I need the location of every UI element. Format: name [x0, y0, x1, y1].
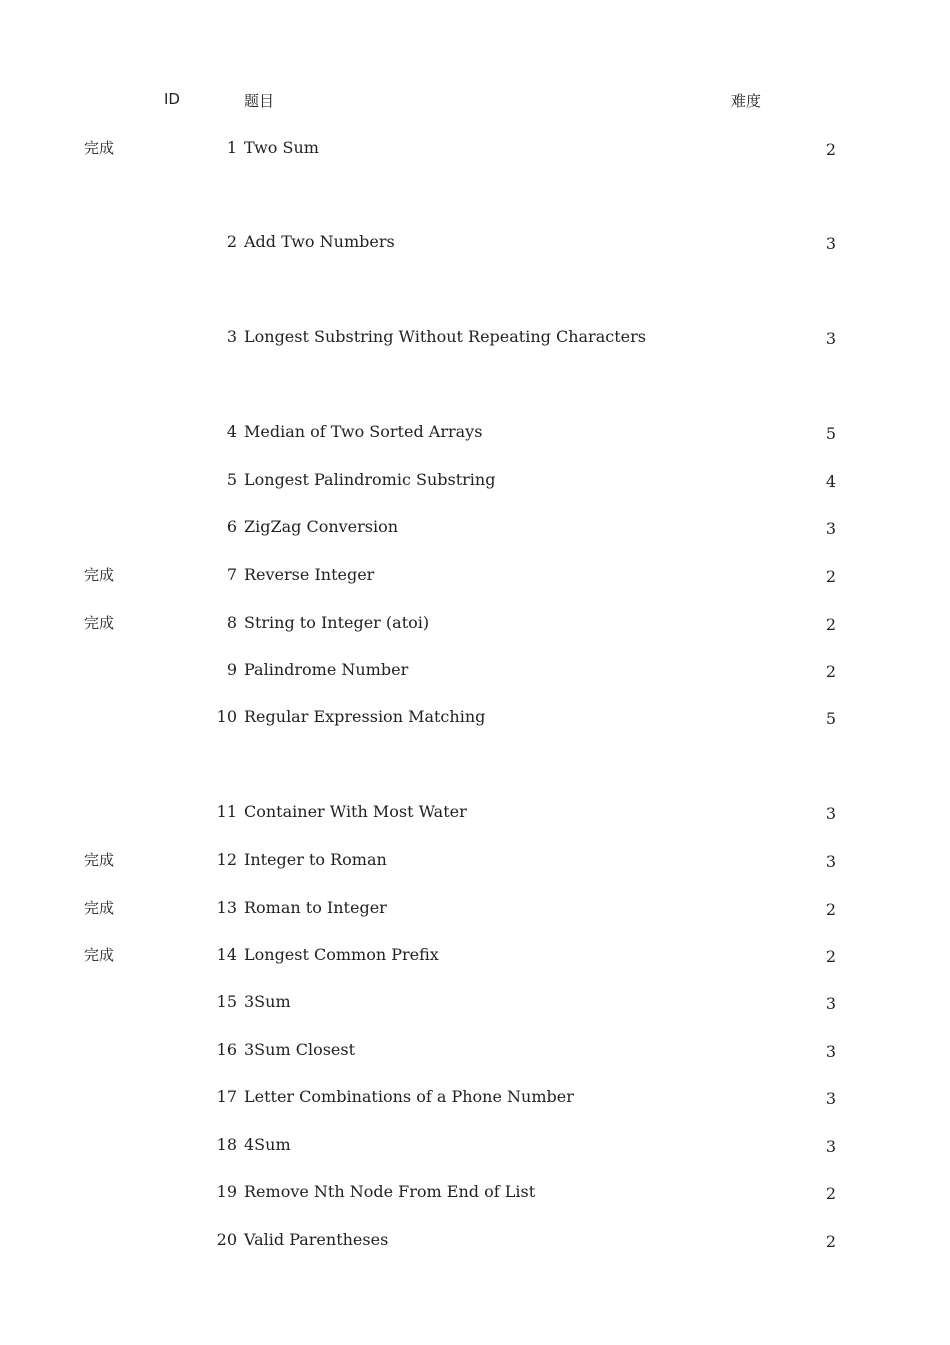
status-cell: 完成	[84, 139, 115, 157]
table-row	[0, 1227, 950, 1251]
status-cell: 完成	[84, 614, 115, 632]
difficulty-cell: 3	[825, 994, 836, 1013]
problem-title-cell: Longest Common Prefix	[244, 945, 439, 964]
table-row	[0, 799, 950, 823]
problem-title-cell: Longest Substring Without Repeating Characters	[244, 327, 646, 346]
problem-id-cell: 6	[226, 517, 237, 536]
problem-title-cell: Reverse Integer	[244, 565, 375, 584]
difficulty-cell: 2	[825, 567, 836, 586]
table-row	[0, 895, 950, 919]
problem-id-cell: 5	[226, 470, 237, 489]
table-row	[0, 847, 950, 871]
difficulty-cell: 2	[825, 140, 836, 159]
difficulty-cell: 2	[825, 662, 836, 681]
difficulty-cell: 2	[825, 1232, 836, 1251]
problem-id-cell: 4	[226, 422, 237, 441]
difficulty-cell: 2	[825, 615, 836, 634]
problem-id-cell: 8	[226, 613, 237, 632]
problem-title-cell: ZigZag Conversion	[244, 517, 399, 536]
problem-id-cell: 20	[216, 1230, 237, 1249]
difficulty-cell: 3	[825, 1089, 836, 1108]
problem-title-cell: 3Sum	[244, 992, 291, 1011]
problem-title-cell: Two Sum	[244, 138, 319, 157]
problem-title-cell: Valid Parentheses	[244, 1230, 389, 1249]
table-row	[0, 1132, 950, 1156]
problem-id-cell: 11	[216, 802, 237, 821]
problem-title-cell: Palindrome Number	[244, 660, 409, 679]
table-row	[0, 514, 950, 538]
table-row	[0, 324, 950, 348]
problem-id-cell: 19	[216, 1182, 237, 1201]
status-cell: 完成	[84, 899, 115, 917]
difficulty-cell: 2	[825, 947, 836, 966]
problem-title-cell: Median of Two Sorted Arrays	[244, 422, 483, 441]
table-row	[0, 562, 950, 586]
problem-id-cell: 2	[226, 232, 237, 251]
problem-title-cell: Letter Combinations of a Phone Number	[244, 1087, 574, 1106]
status-cell: 完成	[84, 566, 115, 584]
problem-id-cell: 14	[216, 945, 237, 964]
table-row	[0, 1084, 950, 1108]
problem-title-cell: Roman to Integer	[244, 898, 387, 917]
column-header-id: ID	[164, 90, 180, 108]
table-row	[0, 610, 950, 634]
difficulty-cell: 3	[825, 852, 836, 871]
problem-id-cell: 3	[226, 327, 237, 346]
problem-title-cell: 4Sum	[244, 1135, 291, 1154]
column-header-title: 题目	[244, 92, 275, 110]
table-row	[0, 229, 950, 253]
problem-id-cell: 10	[216, 707, 237, 726]
status-cell: 完成	[84, 946, 115, 964]
difficulty-cell: 5	[825, 709, 836, 728]
problem-title-cell: Add Two Numbers	[244, 232, 395, 251]
problem-id-cell: 13	[216, 898, 237, 917]
problem-id-cell: 15	[216, 992, 237, 1011]
problem-title-cell: Integer to Roman	[244, 850, 387, 869]
table-row	[0, 467, 950, 491]
table-row	[0, 1037, 950, 1061]
problem-id-cell: 7	[226, 565, 237, 584]
problem-title-cell: 3Sum Closest	[244, 1040, 356, 1059]
status-cell: 完成	[84, 851, 115, 869]
table-row	[0, 942, 950, 966]
problem-title-cell: Remove Nth Node From End of List	[244, 1182, 536, 1201]
problem-id-cell: 18	[216, 1135, 237, 1154]
difficulty-cell: 3	[825, 804, 836, 823]
problem-id-cell: 9	[226, 660, 237, 679]
difficulty-cell: 3	[825, 234, 836, 253]
difficulty-cell: 3	[825, 329, 836, 348]
difficulty-cell: 2	[825, 900, 836, 919]
difficulty-cell: 5	[825, 424, 836, 443]
problem-title-cell: Longest Palindromic Substring	[244, 470, 496, 489]
problem-title-cell: Container With Most Water	[244, 802, 467, 821]
table-row	[0, 989, 950, 1013]
table-row	[0, 657, 950, 681]
difficulty-cell: 2	[825, 1184, 836, 1203]
difficulty-cell: 3	[825, 519, 836, 538]
table-row	[0, 704, 950, 728]
column-header-difficulty: 难度	[731, 92, 762, 110]
table-header	[0, 88, 950, 112]
problem-id-cell: 12	[216, 850, 237, 869]
problem-id-cell: 17	[216, 1087, 237, 1106]
difficulty-cell: 3	[825, 1042, 836, 1061]
table-row	[0, 135, 950, 159]
difficulty-cell: 3	[825, 1137, 836, 1156]
table-row	[0, 419, 950, 443]
problem-title-cell: Regular Expression Matching	[244, 707, 486, 726]
problem-id-cell: 16	[216, 1040, 237, 1059]
problem-title-cell: String to Integer (atoi)	[244, 613, 430, 632]
difficulty-cell: 4	[825, 472, 836, 491]
problem-id-cell: 1	[226, 138, 237, 157]
table-row	[0, 1179, 950, 1203]
